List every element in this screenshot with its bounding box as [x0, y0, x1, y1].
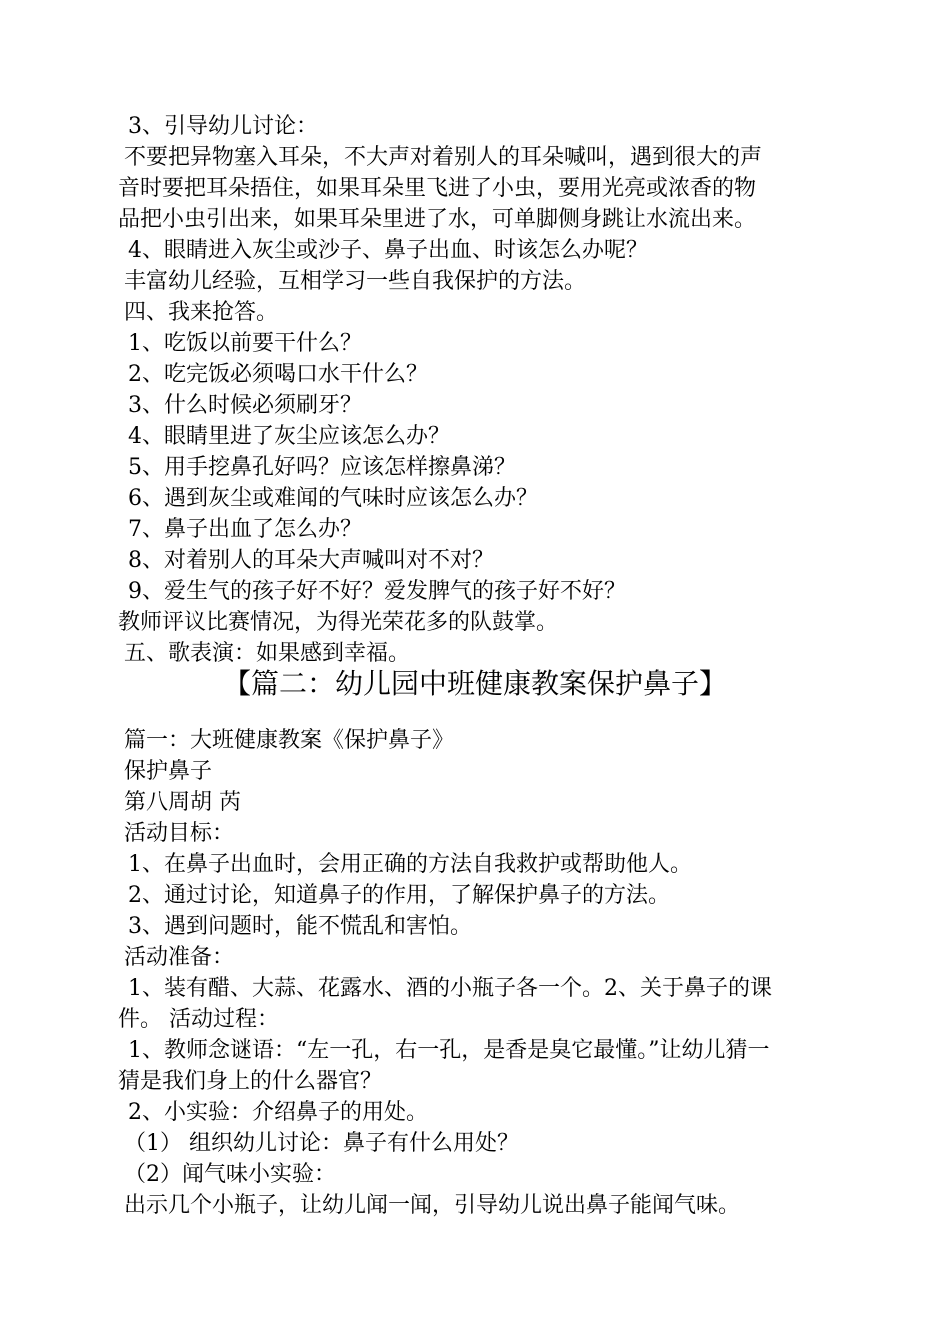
text-line: 第八周胡 芮: [124, 790, 241, 815]
text-line: 活动准备：: [124, 945, 235, 970]
text-line: 猜是我们身上的什么器官？: [118, 1069, 383, 1094]
text-line: 3、引导幼儿讨论：: [128, 114, 318, 139]
text-line: 活动目标：: [124, 821, 235, 846]
text-line: 丰富幼儿经验，互相学习一些自我保护的方法。: [124, 269, 587, 294]
text-line: 五、歌表演：如果感到幸福。: [124, 641, 411, 666]
text-line: 教师评议比赛情况，为得光荣花多的队鼓掌。: [118, 610, 559, 635]
text-line: （1） 组织幼儿讨论：鼻子有什么用处？: [124, 1131, 519, 1156]
text-line: （2）闻气味小实验：: [124, 1162, 336, 1187]
text-line: 音时要把耳朵捂住，如果耳朵里飞进了小虫，要用光亮或浓香的物: [118, 176, 757, 201]
text-line: 1、装有醋、大蒜、花露水、酒的小瓶子各一个。2、关于鼻子的课: [128, 976, 772, 1001]
text-line: 1、在鼻子出血时，会用正确的方法自我救护或帮助他人。: [128, 852, 692, 877]
text-line: 8、对着别人的耳朵大声喊叫对不对？: [128, 548, 494, 573]
text-line: 2、吃完饭必须喝口水干什么？: [128, 362, 428, 387]
text-line: 1、教师念谜语：“左一孔，右一孔，是香是臭它最懂。”让幼儿猜一: [128, 1038, 770, 1063]
text-line: 品把小虫引出来，如果耳朵里进了水，可单脚侧身跳让水流出来。: [118, 207, 757, 232]
text-line: 5、用手挖鼻孔好吗？应该怎样擦鼻涕？: [128, 455, 516, 480]
text-line: 2、小实验：介绍鼻子的用处。: [128, 1100, 428, 1125]
text-line: 出示几个小瓶子，让幼儿闻一闻，引导幼儿说出鼻子能闻气味。: [124, 1193, 741, 1218]
text-line: 篇一：大班健康教案《保护鼻子》: [124, 728, 455, 753]
text-line: 1、吃饭以前要干什么？: [128, 331, 362, 356]
text-line: 7、鼻子出血了怎么办？: [128, 517, 362, 542]
text-line: 保护鼻子: [124, 759, 213, 784]
text-line: 不要把异物塞入耳朵，不大声对着别人的耳朵喊叫，遇到很大的声: [124, 145, 763, 170]
section-heading: 【篇二：幼儿园中班健康教案保护鼻子】: [222, 667, 727, 700]
text-line: 2、通过讨论，知道鼻子的作用，了解保护鼻子的方法。: [128, 883, 670, 908]
text-line: 4、眼睛进入灰尘或沙子、鼻子出血、时该怎么办呢？: [128, 238, 648, 263]
text-line: 3、什么时候必须刷牙？: [128, 393, 362, 418]
text-line: 4、眼睛里进了灰尘应该怎么办？: [128, 424, 450, 449]
text-line: 6、遇到灰尘或难闻的气味时应该怎么办？: [128, 486, 538, 511]
text-line: 3、遇到问题时，能不慌乱和害怕。: [128, 914, 472, 939]
text-line: 四、我来抢答。: [124, 300, 279, 325]
text-line: 件。 活动过程：: [118, 1007, 279, 1032]
text-line: 9、爱生气的孩子好不好？爱发脾气的孩子好不好？: [128, 579, 626, 604]
